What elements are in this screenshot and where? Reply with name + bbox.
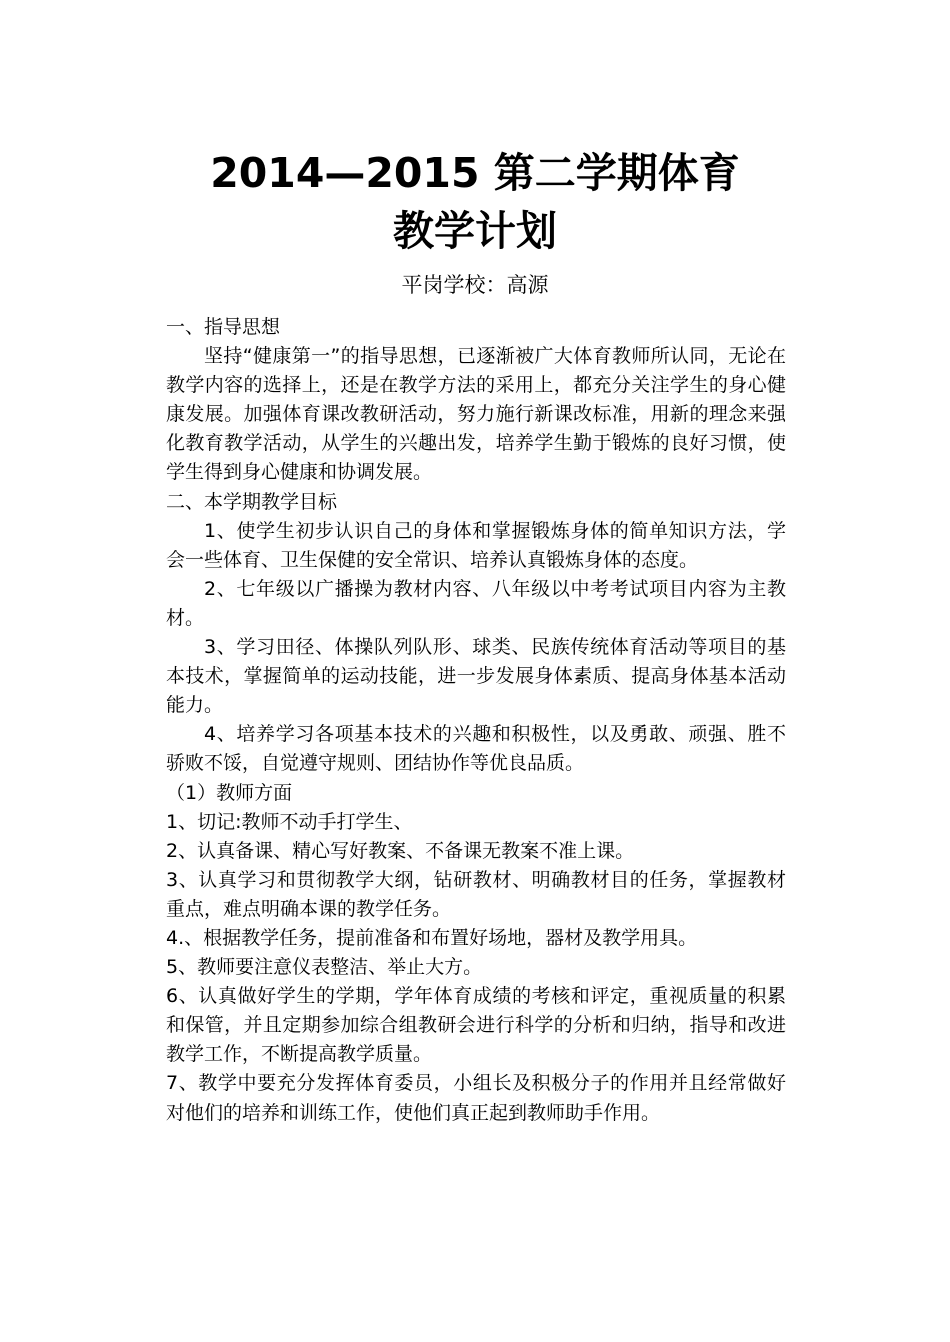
- teacher-item: 3、认真学习和贯彻教学大纲，钻研教材、明确教材目的任务，掌握教材重点，难点明确本课的教学任务。: [166, 868, 786, 920]
- teacher-item: 7、教学中要充分发挥体育委员，小组长及积极分子的作用并且经常做好对他们的培养和训练工作，使他们真正起到教师助手作用。: [166, 1072, 786, 1124]
- goal-item: 3、学习田径、体操队列队形、球类、民族传统体育活动等项目的基本技术，掌握简单的运动技能，进一步发展身体素质、提高身体基本活动能力。: [166, 636, 786, 717]
- teacher-item: 1、切记:教师不动手打学生、: [166, 810, 413, 833]
- document-author-line: 平岗学校：高源: [401, 273, 549, 297]
- section-heading-semester-goals: 二、本学期教学目标: [166, 490, 338, 513]
- document-title-line2: 教学计划: [393, 207, 557, 255]
- goal-item: 4、培养学习各项基本技术的兴趣和积极性，以及勇敢、顽强、胜不骄败不馁，自觉遵守规则、团结协作等优良品质。: [166, 723, 786, 775]
- teacher-item: 4.、根据教学任务，提前准备和布置好场地，器材及教学用具。: [166, 926, 698, 949]
- teacher-item: 2、认真备课、精心写好教案、不备课无教案不准上课。: [166, 839, 635, 862]
- goal-item: 1、使学生初步认识自己的身体和掌握锻炼身体的简单知识方法，学会一些体育、卫生保健的安全常识、培养认真锻炼身体的态度。: [166, 519, 786, 571]
- section-heading-guiding-ideology: 一、指导思想: [166, 316, 281, 338]
- teacher-item: 6、认真做好学生的学期，学年体育成绩的考核和评定，重视质量的积累和保管，并且定期参加综合组教研会进行科学的分析和归纳，指导和改进教学工作，不断提高教学质量。: [166, 985, 786, 1066]
- goal-item: 2、七年级以广播操为教材内容、八年级以中考考试项目内容为主教材。: [166, 577, 786, 629]
- teacher-item: 5、教师要注意仪表整洁、举止大方。: [166, 956, 483, 979]
- section-heading-teacher-aspect: （1）教师方面: [166, 781, 293, 804]
- guiding-ideology-paragraph: 坚持“健康第一”的指导思想，已逐渐被广大体育教师所认同，无论在教学内容的选择上，还是在教学方法的采用上，都充分关注学生的身心健康发展。加强体育课改教研活动，努力施行新课改标准，用新的理念来强化教育教学活动，从学生的兴趣出发，培养学生勤于锻炼的良好习惯，使学生得到身心健康和协调发展。: [166, 345, 786, 484]
- document-title-line1: 2014—2015 第二学期体育: [210, 149, 740, 197]
- document-body: [166, 313, 786, 1128]
